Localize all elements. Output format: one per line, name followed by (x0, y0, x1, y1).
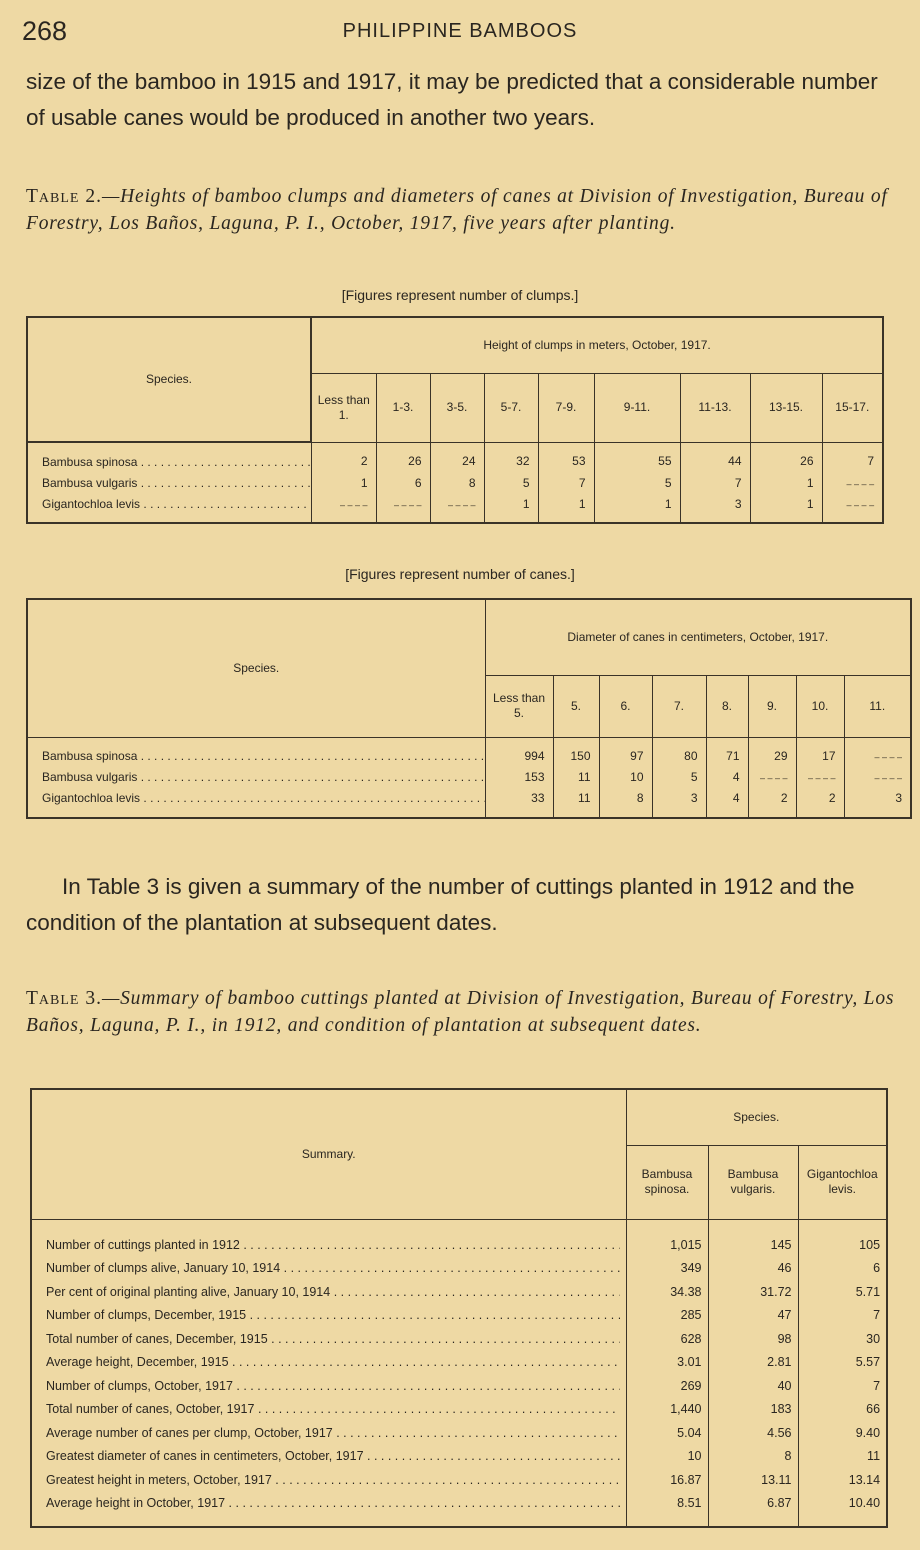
table3-caption-text: —Summary of bamboo cuttings planted at Division of Investigation, Bureau of Forestry, Los Baños, Laguna, P. I., in 1912, and condition of plantation at subsequent dates. (26, 988, 895, 1036)
table3-column-header: Gigantochloa levis. (798, 1145, 887, 1219)
table2a-column-header: 15-17. (822, 373, 883, 442)
table3-row-label (46, 1304, 620, 1328)
table2a-column-header: 11-13. (680, 373, 750, 442)
table2a-column-header: Less than 1. (311, 373, 376, 442)
table2b-value-cell: 994 (485, 737, 553, 767)
table3-row-label-text: Number of cuttings planted in 1912 (46, 1237, 240, 1252)
table2b-column-header: Less than 5. (485, 675, 553, 737)
table3-value: 13.14 (848, 1472, 881, 1487)
table2a-species-cell (27, 442, 311, 472)
leader-dots (330, 1285, 619, 1299)
table2a-column-header: 5-7. (484, 373, 538, 442)
table3-value: 46 (777, 1261, 792, 1275)
table2a-value-cell: 1 (750, 493, 822, 523)
table2b-value-cell: 4 (706, 788, 748, 818)
table2a-value-cell: 26 (750, 442, 822, 472)
table3-row-label (46, 1445, 620, 1469)
table2b-note: [Figures represent number of canes.] (345, 566, 575, 582)
table3-value: 31.72 (760, 1284, 792, 1299)
table2a-value-cell: 32 (484, 442, 538, 472)
table3-row-label-text: Number of clumps, December, 1915 (46, 1308, 247, 1322)
table3-value: 6 (873, 1261, 881, 1275)
table2a-value-cell: 5 (594, 472, 680, 493)
table3-caption-label: Table 3. (26, 988, 102, 1009)
leader-dots (272, 1473, 620, 1487)
running-header (22, 14, 898, 48)
table3-value: 9.40 (855, 1425, 881, 1440)
table2b-value-cell: 11 (553, 767, 599, 788)
table2b-column-header: 7. (652, 675, 706, 737)
table3-value: 6.87 (767, 1496, 792, 1510)
table3-value: 1,015 (670, 1237, 702, 1252)
table3-value: 5.71 (855, 1284, 881, 1299)
paragraph-intro: size of the bamboo in 1915 and 1917, it may be predicted that a considerable number of usable canes would be produced in another two years. (26, 69, 878, 130)
table3-value: 183 (770, 1402, 792, 1416)
table3-row-label (46, 1492, 620, 1516)
table2a-value-cell: 2 (311, 442, 376, 472)
table2a-value-cell (376, 493, 430, 523)
table3-value: 30 (866, 1331, 881, 1346)
table2b-column-header: 6. (599, 675, 652, 737)
table2a-group-header: Height of clumps in meters, October, 1917. (311, 317, 883, 373)
table2b-column-header: 9. (748, 675, 796, 737)
running-title: PHILIPPINE BAMBOOS (342, 20, 578, 42)
table2-diameters-table (26, 598, 912, 819)
table3-row-label (46, 1281, 620, 1305)
table2a-value-cell: 7 (822, 442, 883, 472)
table2b-row (27, 767, 911, 788)
table3-column-header: Bambusa spinosa. (626, 1145, 708, 1219)
table2a-species-name: Bambusa vulgaris (42, 475, 138, 490)
leader-dots (137, 770, 485, 784)
table2a-value-cell: 3 (680, 493, 750, 523)
table2b-value-cell: 10 (599, 767, 652, 788)
table3-row-label-text: Number of clumps alive, January 10, 1914 (46, 1261, 281, 1275)
table2b-value-cell: 17 (796, 737, 844, 767)
leader-dots (364, 1449, 620, 1463)
table3-value: 5.04 (677, 1425, 702, 1440)
table3-value: 105 (859, 1237, 881, 1252)
table2b-value-cell: 153 (485, 767, 553, 788)
table2a-value-cell (822, 493, 883, 523)
table2b-species-header: Species. (27, 599, 485, 737)
table3-summary-table (30, 1088, 888, 1528)
table3-body-row (31, 1219, 887, 1527)
table2b-species-name: Gigantochloa levis (42, 791, 141, 805)
table2a-value-cell (430, 493, 484, 523)
table2b-value-cell (796, 767, 844, 788)
table3-row-label (46, 1351, 620, 1375)
table3-value-column (798, 1219, 887, 1527)
table2-heights-table (26, 316, 884, 524)
table2b-value-cell: 11 (553, 788, 599, 818)
table3-value: 47 (777, 1308, 792, 1322)
table2a-species-cell (27, 493, 311, 523)
table2-caption-text: —Heights of bamboo clumps and diameters of canes at Division of Investigation, Bureau of Forestry, Los Baños, Laguna, P. I., October, 1917, five years after planting. (26, 186, 888, 234)
table3-row-label (46, 1234, 620, 1258)
leader-dots (225, 1496, 619, 1510)
paragraph-table3-intro: In Table 3 is given a summary of the number of cuttings planted in 1912 and the condition of the plantation at subsequent dates. (26, 874, 855, 935)
table3-value: 2.81 (767, 1355, 792, 1369)
table3-value: 1,440 (670, 1402, 702, 1416)
table2b-value-cell: 29 (748, 737, 796, 767)
table3-value: 16.87 (670, 1472, 702, 1487)
table2a-value-cell (311, 493, 376, 523)
table3-summary-header: Summary. (31, 1089, 626, 1219)
table3-value: 4.56 (767, 1425, 792, 1440)
table2a-value-cell: 24 (430, 442, 484, 472)
leader-dots (137, 749, 485, 763)
table2b-value-cell (844, 767, 911, 788)
leader-dots (280, 1261, 619, 1275)
table3-value: 7 (873, 1378, 881, 1393)
table2a-column-header: 9-11. (594, 373, 680, 442)
table2a-row (27, 442, 883, 472)
table3-value: 8 (784, 1449, 792, 1463)
table3-value: 10 (687, 1449, 702, 1463)
table2a-value-cell: 26 (376, 442, 430, 472)
table3-caption (26, 985, 896, 1039)
table3-row-label (46, 1328, 620, 1352)
table2b-species-name: Bambusa spinosa (42, 749, 138, 763)
table2a-column-header: 3-5. (430, 373, 484, 442)
table3-value: 13.11 (761, 1472, 792, 1487)
table2a-value-cell: 7 (680, 472, 750, 493)
table2a-value-cell: 55 (594, 442, 680, 472)
table3-row-label-text: Average height, December, 1915 (46, 1355, 229, 1369)
table3-row-label (46, 1398, 620, 1422)
table2a-value-cell: 44 (680, 442, 750, 472)
table2b-value-cell: 3 (652, 788, 706, 818)
table3-value: 3.01 (677, 1355, 702, 1369)
table3-value: 34.38 (670, 1284, 702, 1299)
table2b-value-cell: 5 (652, 767, 706, 788)
table2b-value-cell: 8 (599, 788, 652, 818)
table3-value: 98 (777, 1331, 792, 1346)
leader-dots (246, 1308, 619, 1322)
table3-row-label-text: Greatest height in meters, October, 1917 (46, 1472, 272, 1487)
table2-caption (26, 183, 896, 237)
table2a-value-cell: 6 (376, 472, 430, 493)
table2b-species-cell (27, 788, 485, 818)
table2b-species-cell (27, 767, 485, 788)
table3-value: 628 (680, 1331, 702, 1346)
leader-dots (140, 791, 485, 805)
table2b-value-cell: 150 (553, 737, 599, 767)
leader-dots (233, 1379, 620, 1393)
table2a-value-cell: 1 (311, 472, 376, 493)
table2a-column-header: 7-9. (538, 373, 594, 442)
table2a-species-cell (27, 472, 311, 493)
table2b-value-cell (748, 767, 796, 788)
table2b-row (27, 788, 911, 818)
table3-species-header: Species. (626, 1089, 887, 1145)
table3-row-label-text: Average height in October, 1917 (46, 1496, 226, 1510)
table2a-column-header: 13-15. (750, 373, 822, 442)
table3-value-column (626, 1219, 708, 1527)
table2a-column-header: 1-3. (376, 373, 430, 442)
table2b-value-cell: 33 (485, 788, 553, 818)
table2a-row (27, 472, 883, 493)
table3-value: 285 (680, 1308, 702, 1322)
table3-value: 66 (866, 1402, 881, 1416)
table2a-note: [Figures represent number of clumps.] (341, 287, 579, 303)
table3-value: 7 (873, 1308, 881, 1322)
table2b-value-cell: 71 (706, 737, 748, 767)
table2a-value-cell: 1 (594, 493, 680, 523)
table2b-column-header: 8. (706, 675, 748, 737)
table3-value: 5.57 (855, 1355, 881, 1369)
table2a-value-cell: 53 (538, 442, 594, 472)
leader-dots (333, 1426, 620, 1440)
leader-dots (268, 1332, 620, 1346)
table2a-value-cell: 1 (750, 472, 822, 493)
table2-caption-label: Table 2. (26, 186, 102, 207)
table3-value: 11 (867, 1449, 881, 1463)
table2b-value-cell: 3 (844, 788, 911, 818)
table2a-value-cell: 7 (538, 472, 594, 493)
table2a-species-header: Species. (27, 317, 311, 442)
table3-value: 8.51 (677, 1496, 702, 1510)
table3-row-label (46, 1375, 620, 1399)
table2b-species-cell (27, 737, 485, 767)
table2b-value-cell: 2 (796, 788, 844, 818)
table2a-species-name: Bambusa spinosa (42, 454, 138, 469)
leader-dots (137, 476, 311, 490)
leader-dots (229, 1355, 620, 1369)
table2a-value-cell (822, 472, 883, 493)
table2a-value-cell: 1 (538, 493, 594, 523)
table2b-species-name: Bambusa vulgaris (42, 770, 138, 784)
table2a-value-cell: 8 (430, 472, 484, 493)
table2b-column-header: 11. (844, 675, 911, 737)
table2b-value-cell: 97 (599, 737, 652, 767)
table3-row-label-text: Total number of canes, October, 1917 (46, 1402, 255, 1416)
table2b-value-cell: 4 (706, 767, 748, 788)
table2b-row (27, 737, 911, 767)
table2a-species-name: Gigantochloa levis (42, 496, 141, 511)
table2b-group-header: Diameter of canes in centimeters, October, 1917. (485, 599, 911, 675)
table3-row-label (46, 1257, 620, 1281)
table3-value: 269 (680, 1378, 702, 1393)
table2b-value-cell: 80 (652, 737, 706, 767)
table2a-value-cell: 5 (484, 472, 538, 493)
table3-value-column (708, 1219, 798, 1527)
table2a-value-cell: 1 (484, 493, 538, 523)
leader-dots (137, 455, 311, 469)
table3-row-label (46, 1469, 620, 1493)
table2a-row (27, 493, 883, 523)
table3-row-label (46, 1422, 620, 1446)
table2b-value-cell (844, 737, 911, 767)
page-number: 268 (22, 16, 68, 46)
table3-row-label-text: Average number of canes per clump, October, 1917 (46, 1425, 333, 1440)
table2b-column-header: 10. (796, 675, 844, 737)
table2b-value-cell: 2 (748, 788, 796, 818)
table3-row-label-text: Number of clumps, October, 1917 (46, 1378, 233, 1393)
leader-dots (254, 1402, 619, 1416)
table3-value: 10.40 (848, 1496, 881, 1510)
table2b-column-header: 5. (553, 675, 599, 737)
table3-value: 349 (680, 1261, 702, 1275)
table3-value: 40 (777, 1378, 792, 1393)
table3-row-label-text: Per cent of original planting alive, January 10, 1914 (46, 1284, 331, 1299)
leader-dots (240, 1238, 620, 1252)
leader-dots (140, 497, 311, 511)
table3-row-label-text: Total number of canes, December, 1915 (46, 1331, 268, 1346)
table3-column-header: Bambusa vulgaris. (708, 1145, 798, 1219)
table3-value: 145 (770, 1237, 792, 1252)
table3-label-column (31, 1219, 626, 1527)
table3-row-label-text: Greatest diameter of canes in centimeters, October, 1917 (46, 1449, 364, 1463)
